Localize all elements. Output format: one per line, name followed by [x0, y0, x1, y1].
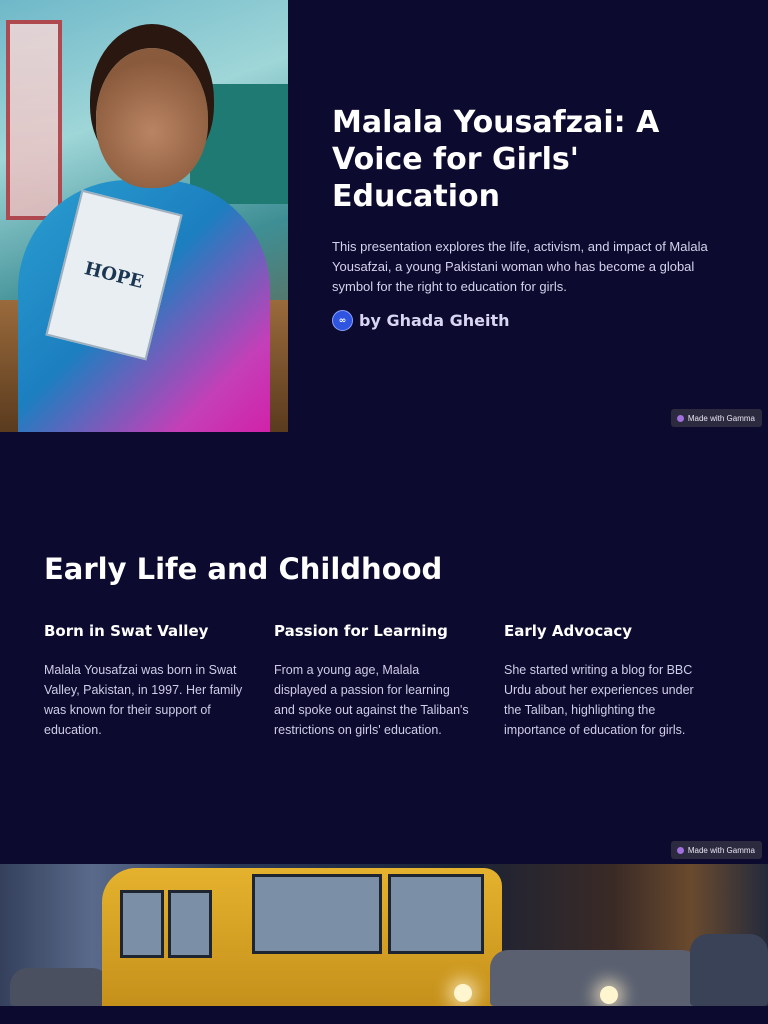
- car-left: [10, 968, 110, 1006]
- gamma-logo-icon: [677, 847, 684, 854]
- presentation-title: Malala Yousafzai: A Voice for Girls' Education: [332, 105, 660, 214]
- column-heading: Born in Swat Valley: [44, 622, 209, 640]
- classroom-window: [6, 20, 62, 220]
- car-headlight: [600, 986, 618, 1004]
- made-with-gamma-badge[interactable]: [671, 841, 762, 859]
- car-far-right: [690, 934, 768, 1006]
- column-text: She started writing a blog for BBC Urdu about her experiences under the Taliban, highlighting the importance of education for girls.: [504, 663, 694, 737]
- columns-container: [44, 622, 734, 740]
- book-cover-text: HOPE: [82, 257, 146, 293]
- gamma-badge-label: Made with Gamma: [687, 413, 755, 423]
- presentation-description: This presentation explores the life, activism, and impact of Malala Yousafzai, a young Pakistani woman who has become a global symbol for the right to education for girls.: [332, 239, 708, 294]
- author-row: [332, 310, 732, 331]
- car-right: [490, 950, 700, 1006]
- column-text: From a young age, Malala displayed a passion for learning and spoke out against the Taliban's restrictions on girls' education.: [274, 663, 469, 737]
- bus-image-slide: [0, 864, 768, 1024]
- bus-windshield: [252, 874, 382, 954]
- hero-image-girl-with-book: [0, 0, 288, 432]
- title-block: [332, 104, 732, 331]
- bus-window: [120, 890, 164, 958]
- school-bus: [102, 868, 502, 1006]
- gamma-badge-label: Made with Gamma: [687, 845, 755, 855]
- column-passion-for-learning: [274, 622, 504, 740]
- bus-headlight: [454, 984, 472, 1002]
- gamma-logo-icon: [677, 415, 684, 422]
- column-heading: Early Advocacy: [504, 622, 633, 640]
- bus-windshield: [388, 874, 484, 954]
- early-life-slide: [0, 432, 768, 864]
- column-text: Malala Yousafzai was born in Swat Valley, Pakistan, in 1997. Her family was known for their support of education.: [44, 663, 243, 737]
- section-title: Early Life and Childhood: [44, 552, 443, 586]
- column-early-advocacy: [504, 622, 734, 740]
- girl-head: [96, 48, 208, 188]
- school-bus-image: [0, 864, 768, 1006]
- bus-window: [168, 890, 212, 958]
- made-with-gamma-badge[interactable]: [671, 409, 762, 427]
- column-heading: Passion for Learning: [274, 622, 448, 640]
- author-avatar-icon: ∞: [332, 310, 353, 331]
- title-slide: [0, 0, 768, 432]
- column-born-in-swat-valley: [44, 622, 274, 740]
- author-name: by Ghada Gheith: [359, 311, 510, 330]
